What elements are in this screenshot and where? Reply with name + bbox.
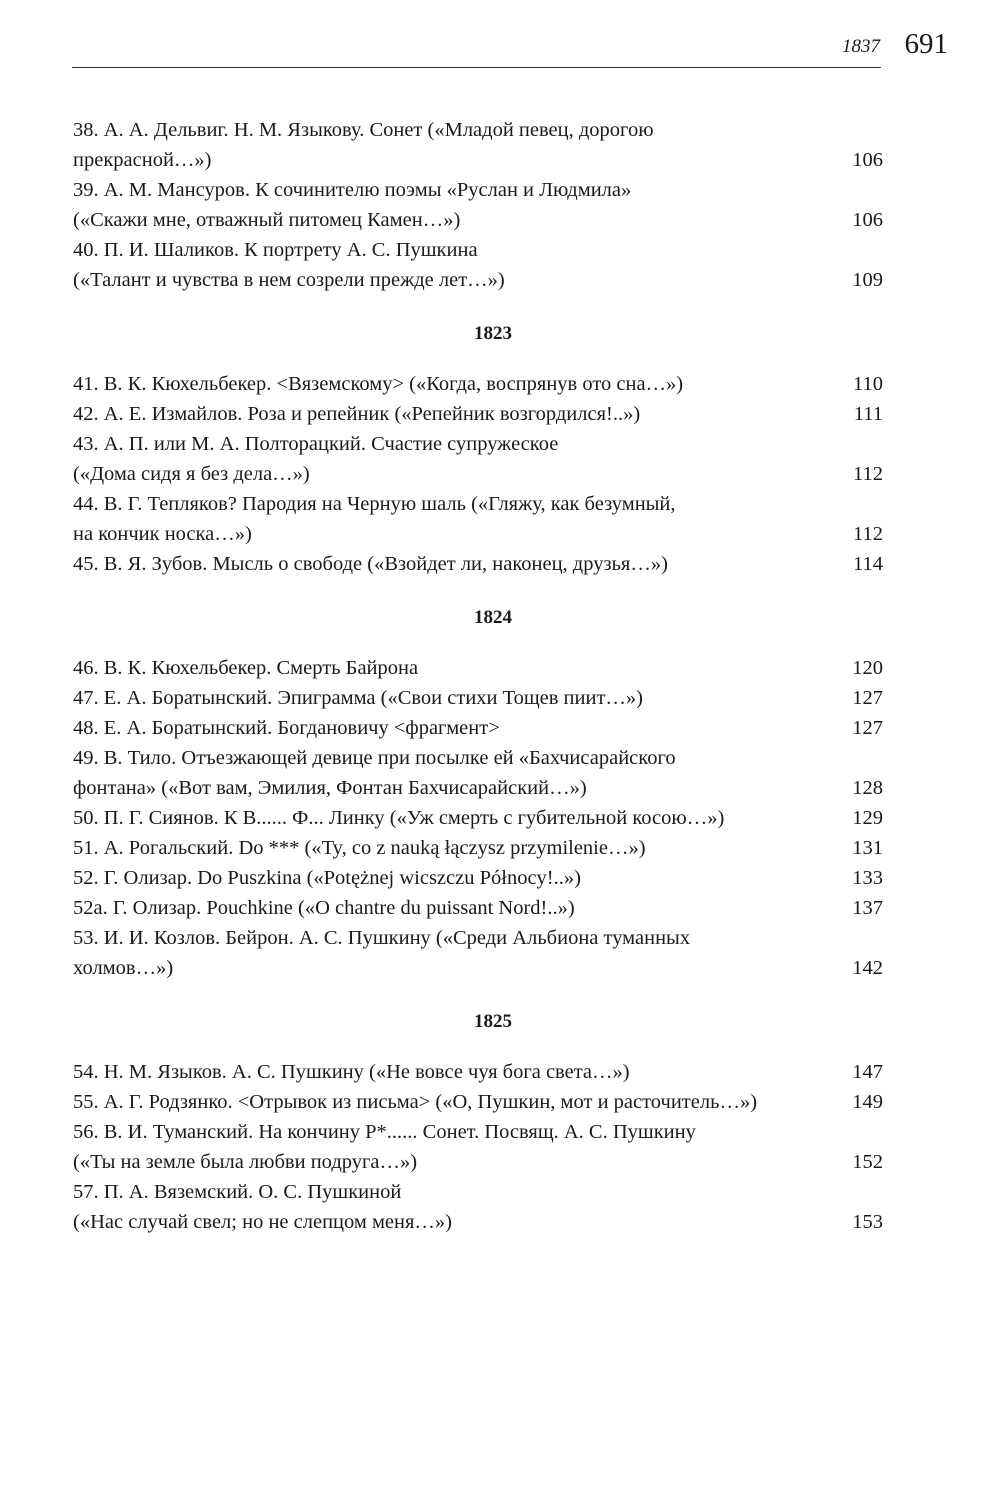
toc-entry-page-number: 128 — [852, 777, 883, 799]
toc-entry-page-number: 127 — [852, 687, 883, 709]
toc-entry-title: 57. П. А. Вяземский. О. С. Пушкиной («Нас случай свел; но не слепцом меня…») — [73, 1181, 453, 1233]
toc-entry — [73, 833, 883, 863]
toc-entry — [73, 683, 883, 713]
toc-entry — [73, 549, 883, 579]
toc-entry-page-number: 120 — [852, 657, 883, 679]
year-heading: 1825 — [474, 1011, 512, 1032]
toc-entry-title: 55. А. Г. Родзянко. <Отрывок из письма> («О, Пушкин, мот и расточитель…») — [73, 1091, 758, 1113]
toc-entry-page-number: 111 — [853, 403, 883, 425]
toc-entry — [73, 369, 883, 399]
toc-entry-page-number: 142 — [852, 957, 883, 979]
toc-entry-title: 42. А. Е. Измайлов. Роза и репейник («Репейник возгордился!..») — [73, 403, 641, 425]
toc-entry — [73, 1057, 883, 1087]
toc-entry-page-number: 152 — [852, 1151, 883, 1173]
toc-entry-page-number: 112 — [853, 523, 883, 545]
toc-entry-page-number: 129 — [852, 807, 883, 829]
toc-entry-page-number: 137 — [852, 897, 883, 919]
toc-entry — [73, 863, 883, 893]
toc-entry-page-number: 114 — [853, 553, 883, 575]
toc-entry-title: 38. А. А. Дельвиг. Н. М. Языкову. Сонет («Младой певец, дорогою прекрасной…») — [73, 119, 654, 171]
toc-entry-title: 52а. Г. Олизар. Pouchkine («O chantre du puissant Nord!..») — [73, 897, 575, 919]
toc-entry-title: 44. В. Г. Тепляков? Пародия на Черную шаль («Гляжу, как безумный, на кончик носка…») — [73, 493, 676, 545]
toc-entry-title: 46. В. К. Кюхельбекер. Смерть Байрона — [73, 657, 419, 679]
toc-entry-page-number: 112 — [853, 463, 883, 485]
toc-entry-page-number: 133 — [852, 867, 883, 889]
toc-entry-title: 51. А. Рогальский. Do *** («Ty, co z nauką łączysz przymilenie…») — [73, 837, 646, 859]
toc-entry — [73, 923, 883, 983]
toc-entry-page-number: 127 — [852, 717, 883, 739]
page-header — [72, 28, 948, 68]
toc-entry-page-number: 106 — [852, 149, 883, 171]
toc-entry-title: 47. Е. А. Боратынский. Эпиграмма («Свои стихи Тощев пиит…») — [73, 687, 644, 709]
toc-entry — [73, 399, 883, 429]
running-header-year: 1837 — [842, 36, 880, 57]
toc-section — [73, 115, 883, 295]
toc-entry-page-number: 147 — [852, 1061, 883, 1083]
toc-entry — [73, 235, 883, 295]
toc-entry-title: 45. В. Я. Зубов. Мысль о свободе («Взойдет ли, наконец, друзья…») — [73, 553, 668, 575]
toc-entry — [73, 653, 883, 683]
toc-entry-title: 52. Г. Олизар. Do Puszkina («Potężnej wicszczu Północy!..») — [73, 867, 581, 889]
table-of-contents — [73, 115, 883, 1261]
header-rule — [72, 67, 881, 68]
toc-section — [73, 603, 883, 983]
toc-section — [73, 319, 883, 579]
toc-section — [73, 1007, 883, 1237]
toc-entry-page-number: 110 — [853, 373, 883, 395]
toc-entry-title: 43. А. П. или М. А. Полторацкий. Счастие супружеское («Дома сидя я без дела…») — [73, 433, 559, 485]
toc-entry — [73, 489, 883, 549]
year-heading: 1824 — [474, 607, 512, 628]
toc-entry — [73, 1177, 883, 1237]
toc-entry-page-number: 131 — [852, 837, 883, 859]
toc-entry-title: 56. В. И. Туманский. На кончину Р*...... Сонет. Посвящ. А. С. Пушкину («Ты на земле была любви подруга…») — [73, 1121, 696, 1173]
toc-entry — [73, 115, 883, 175]
toc-entry-title: 48. Е. А. Боратынский. Богдановичу <фрагмент> — [73, 717, 500, 739]
toc-entry — [73, 713, 883, 743]
toc-entry — [73, 803, 883, 833]
toc-entry — [73, 175, 883, 235]
toc-entry-page-number: 109 — [852, 269, 883, 291]
toc-entry-title: 50. П. Г. Сиянов. К В...... Ф... Линку («Уж смерть с губительной косою…») — [73, 807, 725, 829]
toc-entry — [73, 893, 883, 923]
toc-entry-page-number: 149 — [852, 1091, 883, 1113]
year-heading: 1823 — [474, 323, 512, 344]
toc-entry — [73, 743, 883, 803]
toc-entry — [73, 1117, 883, 1177]
toc-entry-title: 39. А. М. Мансуров. К сочинителю поэмы «Руслан и Людмила» («Скажи мне, отважный питомец Камен…») — [73, 179, 632, 231]
toc-entry-page-number: 153 — [852, 1211, 883, 1233]
toc-entry-title: 53. И. И. Козлов. Бейрон. А. С. Пушкину («Среди Альбиона туманных холмов…») — [73, 927, 691, 979]
toc-entry-title: 49. В. Тило. Отъезжающей девице при посылке ей «Бахчисарайского фонтана» («Вот вам, Эмилия, Фонтан Бахчисарайский…») — [73, 747, 676, 799]
toc-entry-title: 41. В. К. Кюхельбекер. <Вяземскому> («Когда, воспрянув ото сна…») — [73, 373, 684, 395]
toc-entry-title: 54. Н. М. Языков. А. С. Пушкину («Не вовсе чуя бога света…») — [73, 1061, 630, 1083]
page-number: 691 — [904, 28, 948, 60]
toc-entry-title: 40. П. И. Шаликов. К портрету А. С. Пушкина («Талант и чувства в нем созрели прежде лет…») — [73, 239, 505, 291]
toc-entry — [73, 1087, 883, 1117]
toc-entry — [73, 429, 883, 489]
toc-entry-page-number: 106 — [852, 209, 883, 231]
